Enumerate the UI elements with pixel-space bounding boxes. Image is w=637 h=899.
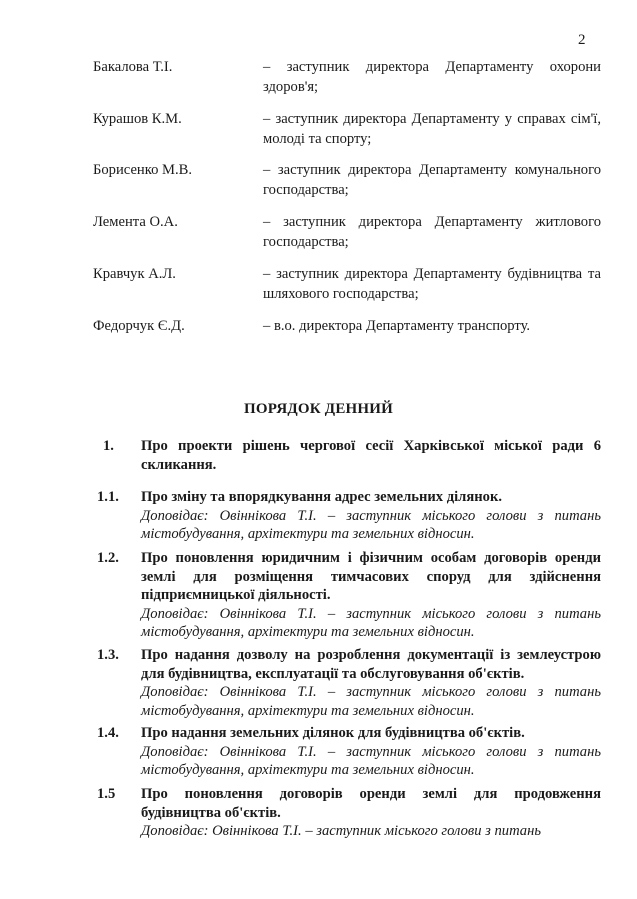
agenda-item-title: Про поновлення юридичним і фізичним особам договорів оренди землі для розміщення тимчасових споруд для здійснення підприємницької діяльності.: [141, 550, 601, 603]
agenda-item-title: Про поновлення договорів оренди землі для продовження будівництва об'єктів.: [141, 786, 601, 821]
agenda-item-number: 1.4.: [97, 725, 119, 741]
attendee-name: Бакалова Т.І.: [93, 59, 173, 75]
agenda-item-speaker: Доповідає: Овіннікова Т.І. – заступник міського голови з питань: [141, 823, 541, 839]
agenda-item-title: Про проекти рішень чергової сесії Харківської міської ради 6 скликання.: [141, 438, 601, 473]
attendee-name: Борисенко М.В.: [93, 162, 193, 178]
attendee-role: – заступник директора Департаменту будівництва та шляхового господарства;: [263, 266, 601, 302]
agenda-item-number: 1.3.: [97, 647, 119, 663]
attendee-name: Федорчук Є.Д.: [93, 318, 185, 334]
agenda-item-number: 1.5: [97, 786, 116, 802]
page-number: 2: [578, 32, 586, 48]
agenda-item-number: 1.2.: [97, 550, 119, 566]
agenda-item-title: Про зміну та впорядкування адрес земельних ділянок.: [141, 489, 503, 505]
agenda-item-title: Про надання земельних ділянок для будівництва об'єктів.: [141, 725, 525, 741]
agenda-item-speaker: Доповідає: Овіннікова Т.І. – заступник міського голови з питань містобудування, архітектури та земельних відносин.: [141, 684, 601, 719]
agenda-item-number: 1.: [103, 438, 114, 454]
agenda-item-speaker: Доповідає: Овіннікова Т.І. – заступник міського голови з питань містобудування, архітектури та земельних відносин.: [141, 743, 601, 778]
attendee-role: – заступник директора Департаменту у справах сім'ї, молоді та спорту;: [263, 111, 601, 147]
agenda-title: ПОРЯДОК ДЕННИЙ: [244, 401, 393, 417]
attendee-name: Лемента О.А.: [93, 214, 178, 230]
attendee-role: – заступник директора Департаменту комунального господарства;: [263, 162, 601, 198]
attendee-name: Курашов К.М.: [93, 111, 182, 127]
agenda-item-speaker: Доповідає: Овіннікова Т.І. – заступник міського голови з питань містобудування, архітектури та земельних відносин.: [141, 507, 601, 542]
attendee-role: – в.о. директора Департаменту транспорту.: [263, 318, 531, 334]
agenda-item-title: Про надання дозволу на розроблення документації із землеустрою для будівництва, експлуатації та обслуговування об'єктів.: [141, 647, 601, 682]
attendee-role: – заступник директора Департаменту житлового господарства;: [263, 214, 601, 250]
agenda-item-speaker: Доповідає: Овіннікова Т.І. – заступник міського голови з питань містобудування, архітектури та земельних відносин.: [141, 605, 601, 640]
attendee-role: – заступник директора Департаменту охорони здоров'я;: [263, 59, 601, 95]
attendee-name: Кравчук А.Л.: [93, 266, 176, 282]
agenda-item-number: 1.1.: [97, 489, 119, 505]
